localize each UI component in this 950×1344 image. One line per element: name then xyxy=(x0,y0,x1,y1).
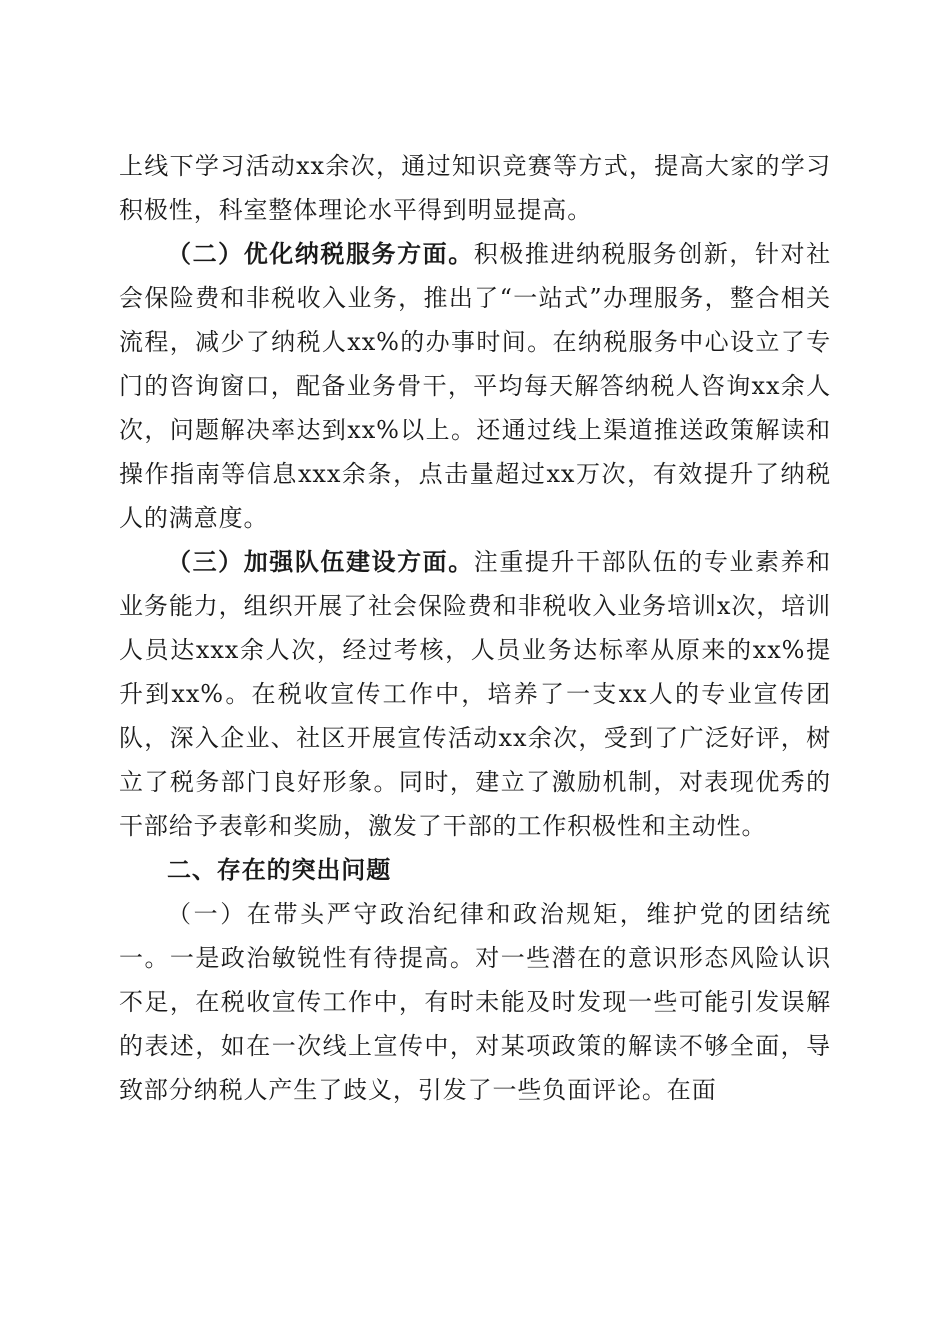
document-body xyxy=(119,144,831,1112)
paragraph-team-building xyxy=(119,540,831,848)
paragraph-lead: （三）加强队伍建设方面。 xyxy=(167,548,474,576)
paragraph-text: 注重提升干部队伍的专业素养和业务能力，组织开展了社会保险费和非税收入业务培训x次，培训人员达xxx余人次，经过考核，人员业务达标率从原来的xx%提升到xx%。在税收宣传工作中，培养了一支xx人的专业宣传团队，深入企业、社区开展宣传活动xx余次，受到了广泛好评，树立了税务部门良好形象。同时，建立了激励机制，对表现优秀的干部给予表彰和奖励，激发了干部的工作积极性和主动性。 xyxy=(119,548,831,840)
paragraph-continuation xyxy=(119,144,831,232)
section-heading: 二、存在的突出问题 xyxy=(167,856,392,884)
paragraph-lead: （二）优化纳税服务方面。 xyxy=(167,240,474,268)
paragraph-text: 上线下学习活动xx余次，通过知识竞赛等方式，提高大家的学习积极性，科室整体理论水平得到明显提高。 xyxy=(119,152,831,224)
paragraph-text: 一是政治敏锐性有待提高。对一些潜在的意识形态风险认识不足，在税收宣传工作中，有时未能及时发现一些可能引发误解的表述，如在一次线上宣传中，对某项政策的解读不够全面，导致部分纳税人产生了歧义，引发了一些负面评论。在面 xyxy=(119,944,831,1104)
paragraph-tax-service xyxy=(119,232,831,540)
paragraph-text: 积极推进纳税服务创新，针对社会保险费和非税收入业务，推出了“一站式”办理服务，整合相关流程，减少了纳税人xx%的办事时间。在纳税服务中心设立了专门的咨询窗口，配备业务骨干，平均每天解答纳税人咨询xx余人次，问题解决率达到xx%以上。还通过线上渠道推送政策解读和操作指南等信息xxx余条，点击量超过xx万次，有效提升了纳税人的满意度。 xyxy=(119,240,831,532)
paragraph-lead: （一）在带头严守政治纪律和政治规矩，维护党的团结统一。 xyxy=(119,900,831,972)
paragraph-political-discipline xyxy=(119,892,831,1112)
